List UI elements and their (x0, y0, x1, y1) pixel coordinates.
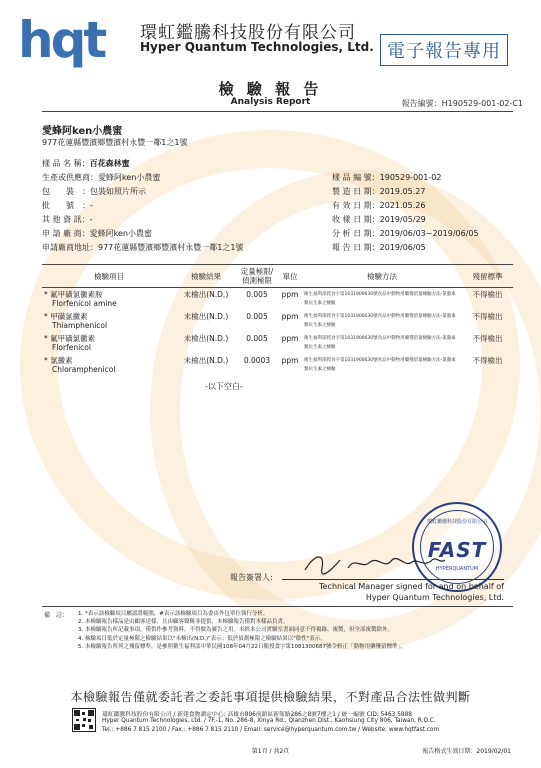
field-batch (42, 200, 93, 211)
report-title-en: Analysis Report (230, 97, 311, 107)
field-label: 包 裝 ： (42, 187, 90, 196)
note-item: 1. *表示該檢驗項目屬認證範圍，#表示該檢驗項目為委由外包單位執行分析。 (78, 611, 269, 617)
field-expiry-date (332, 200, 425, 211)
col-result: 檢驗結果 (176, 265, 236, 288)
field-packaging (42, 186, 146, 197)
notes-divider (42, 606, 513, 607)
cell-limit: 0.0003 (243, 356, 271, 365)
cell-unit: ppm (281, 290, 299, 299)
field-value: 愛蜂阿ken小農蜜 (98, 173, 161, 182)
field-applicant (42, 228, 152, 239)
field-value: - (90, 201, 93, 210)
footer-contact: Tel.: +886 7 815 2100 / Fax.: +886 7 815 2110 / Email: service@hyperquantum.com.tw / Website: www.hqtfast.com (102, 727, 440, 733)
field-label: 製 造 日 期： (332, 187, 380, 196)
field-value: 2019/06/03~2019/06/05 (379, 229, 479, 238)
table-row (42, 354, 513, 376)
item-en: Thiamphenicol (52, 321, 108, 330)
field-report-date (332, 242, 426, 253)
note-item: 5. 本檢驗報告所列之殘留標準，是參照衛生福利部中華民國108年04月22日衛授食字第1081300687號令修正「動物用藥殘留標準」。 (78, 643, 406, 650)
e-report-badge: 電子報告專用 (380, 34, 508, 66)
cell-result: 未檢出(N.D.) (183, 334, 229, 343)
note-item: 3. 本檢驗報告所記載事項，僅供作參考資料，不得做為廣告之用。未經本公司實驗室書面同意不得複錄、複製，但全部複製除外。 (78, 627, 394, 634)
col-limit: 定量極限/偵測極限 (236, 265, 278, 288)
client-address: 977花蓮縣豐濱鄉豐濱村永豐一鄰1之1號 (42, 138, 188, 147)
field-value: 190529-001-02 (379, 173, 442, 182)
field-value: 百花森林蜜 (89, 159, 130, 168)
qr-code-graphic (73, 709, 95, 731)
cell-result: 未檢出(N.D.) (183, 356, 229, 365)
notes-label: 備 註： (44, 612, 69, 619)
field-value: 2019/05/29 (379, 215, 426, 224)
cell-item (42, 354, 176, 376)
cell-method: 衛生福利部授食字第1031900630號食品中動物用藥殘留量檢驗方法-氯黴素類抗生素之檢驗 (304, 358, 456, 372)
field-label: 樣 品 編 號： (332, 173, 380, 182)
table-row (42, 310, 513, 332)
report-number (402, 98, 523, 109)
header-divider (42, 111, 513, 112)
results-table (42, 264, 513, 376)
col-item: 檢驗項目 (42, 265, 176, 288)
field-label: 其 他 資 訊： (42, 215, 90, 224)
stamp-bottom-text: HYPERQUANTUM (435, 566, 479, 572)
cell-standard: 不得檢出 (472, 312, 503, 321)
item-zh: * 氟甲磺氯黴素胺 (44, 290, 103, 299)
field-label: 申請廠商地址： (42, 243, 98, 252)
page-number: 第1頁 / 共2頁 (251, 748, 290, 755)
handwritten-signature (300, 548, 450, 578)
cell-item (42, 288, 176, 311)
form-effective-date: 報告格式生效日期：2019/02/01 (422, 748, 511, 755)
cell-unit: ppm (281, 312, 299, 321)
table-row (42, 332, 513, 354)
cell-unit: ppm (281, 334, 299, 343)
field-value: 2019/06/05 (379, 243, 426, 252)
field-label: 有 效 日 期： (332, 201, 380, 210)
cell-result: 未檢出(N.D.) (183, 312, 229, 321)
stamp-main-text: FAST (427, 538, 487, 562)
item-zh: * 氯黴素 (44, 356, 73, 365)
logo-text: hqt (18, 11, 105, 69)
col-unit: 單位 (278, 265, 302, 288)
report-number-label: 報告編號： (401, 99, 442, 108)
report-title: 檢 驗 報 告 (218, 80, 323, 98)
cell-standard: 不得檢出 (472, 290, 503, 299)
blank-below-note: -以下空白- (205, 382, 243, 391)
col-method: 檢驗方法 (302, 265, 462, 288)
signature-line (282, 579, 504, 580)
item-en: Chloramphenicol (52, 365, 116, 374)
stamp-top-text: 環虹鑑騰科技股份有限公司 (426, 519, 487, 525)
cell-result: 未檢出(N.D.) (183, 290, 229, 299)
company-name-zh: 環虹鑑騰科技股份有限公司 (140, 23, 356, 43)
cell-limit: 0.005 (246, 312, 268, 321)
field-label: 樣 品 名 稱： (42, 159, 90, 168)
report-number-value: H190529-001-02-C1 (441, 99, 523, 108)
item-en: Florfenicol (52, 343, 91, 352)
client-name: 愛蜂阿ken小農蜜 (42, 126, 123, 137)
field-value: 977花蓮縣豐濱鄉豐濱村永豐一鄰1之1號 (98, 243, 244, 252)
field-analysis-date (332, 228, 479, 239)
field-sample-name (42, 158, 130, 169)
field-label: 批 號 ： (42, 201, 90, 210)
cell-method: 衛生福利部授食字第1031900630號食品中動物用藥殘留量檢驗方法-氯黴素類抗生素之檢驗 (304, 292, 456, 306)
field-value: 包裝如照片所示 (90, 187, 146, 196)
cell-item (42, 310, 176, 332)
field-manufacture-date (332, 186, 425, 197)
item-zh: * 甲磺氯黴素 (44, 312, 88, 321)
cell-limit: 0.005 (246, 334, 268, 343)
signer-company: Hyper Quantum Technologies, Ltd. (365, 593, 504, 602)
table-row (42, 288, 513, 311)
field-value: 2021.05.26 (379, 201, 426, 210)
footer-address-zh: 環虹鑑騰科技股份有限公司 / 新建食物測定中心: 高雄市806前鎮區新衙路286之8號7樓之1 / 統一編號 CID: 5463 5888 (102, 712, 412, 718)
cell-standard: 不得檢出 (472, 334, 503, 343)
cell-limit: 0.005 (246, 290, 268, 299)
company-name-en: Hyper Quantum Technologies, Ltd. (140, 40, 374, 54)
field-receipt-date (332, 214, 426, 225)
qr-code-icon (72, 708, 96, 732)
field-label: 報 告 日 期： (332, 243, 380, 252)
notes-list (78, 610, 518, 651)
field-label: 分 析 日 期： (332, 229, 380, 238)
field-value: - (89, 215, 93, 224)
table-header-row (42, 265, 513, 288)
col-standard: 殘留標準 (462, 265, 513, 288)
field-applicant-address (42, 242, 243, 253)
note-item: 4. 檢驗項目低於定量極限之檢驗結果以"未檢出(N.D.)"表示；低於偵測極限之檢驗結果以"陰性"表示。 (78, 635, 326, 642)
cell-method: 衛生福利部授食字第1031900630號食品中動物用藥殘留量檢驗方法-氯黴素類抗生素之檢驗 (304, 336, 456, 350)
field-label: 收 樣 日 期： (332, 215, 380, 224)
item-zh: * 氟甲磺氯黴素 (44, 334, 96, 343)
field-label: 申 請 廠 商： (42, 229, 90, 238)
cell-unit: ppm (281, 356, 299, 365)
cell-method: 衛生福利部授食字第1031900630號食品中動物用藥殘留量檢驗方法-氯黴素類抗生素之檢驗 (304, 314, 456, 328)
field-other-info (42, 214, 93, 225)
field-sample-no (332, 172, 441, 183)
item-en: Florfenicol amine (52, 299, 117, 308)
note-item: 2. 本檢驗報告樣品是由顧客送樣，且由顧客聲稱並提供，本檢驗報告僅對本樣品負責。 (78, 619, 289, 626)
company-logo (18, 11, 130, 69)
disclaimer-statement: 本檢驗報告僅就委託者之委託事項提供檢驗結果，不對產品合法性做判斷 (70, 690, 471, 704)
cell-item (42, 332, 176, 354)
signer-title: Technical Manager signed for and on behalf of (319, 582, 504, 591)
footer-address-en: Hyper Quantum Technologies, Ltd. / 7F.-1, No. 286-8, Xinya Rd., Qianzhen Dist., Kaohsiung City 806, Taiwan, R.O.C. (102, 718, 436, 724)
field-supplier (42, 172, 160, 183)
cell-standard: 不得檢出 (472, 356, 503, 365)
field-value: 2019.05.27 (379, 187, 426, 196)
field-label: 生產或供應商： (42, 173, 98, 182)
field-value: 愛蜂阿ken小農蜜 (89, 229, 152, 238)
signer-label: 報告簽署人: (230, 573, 273, 582)
